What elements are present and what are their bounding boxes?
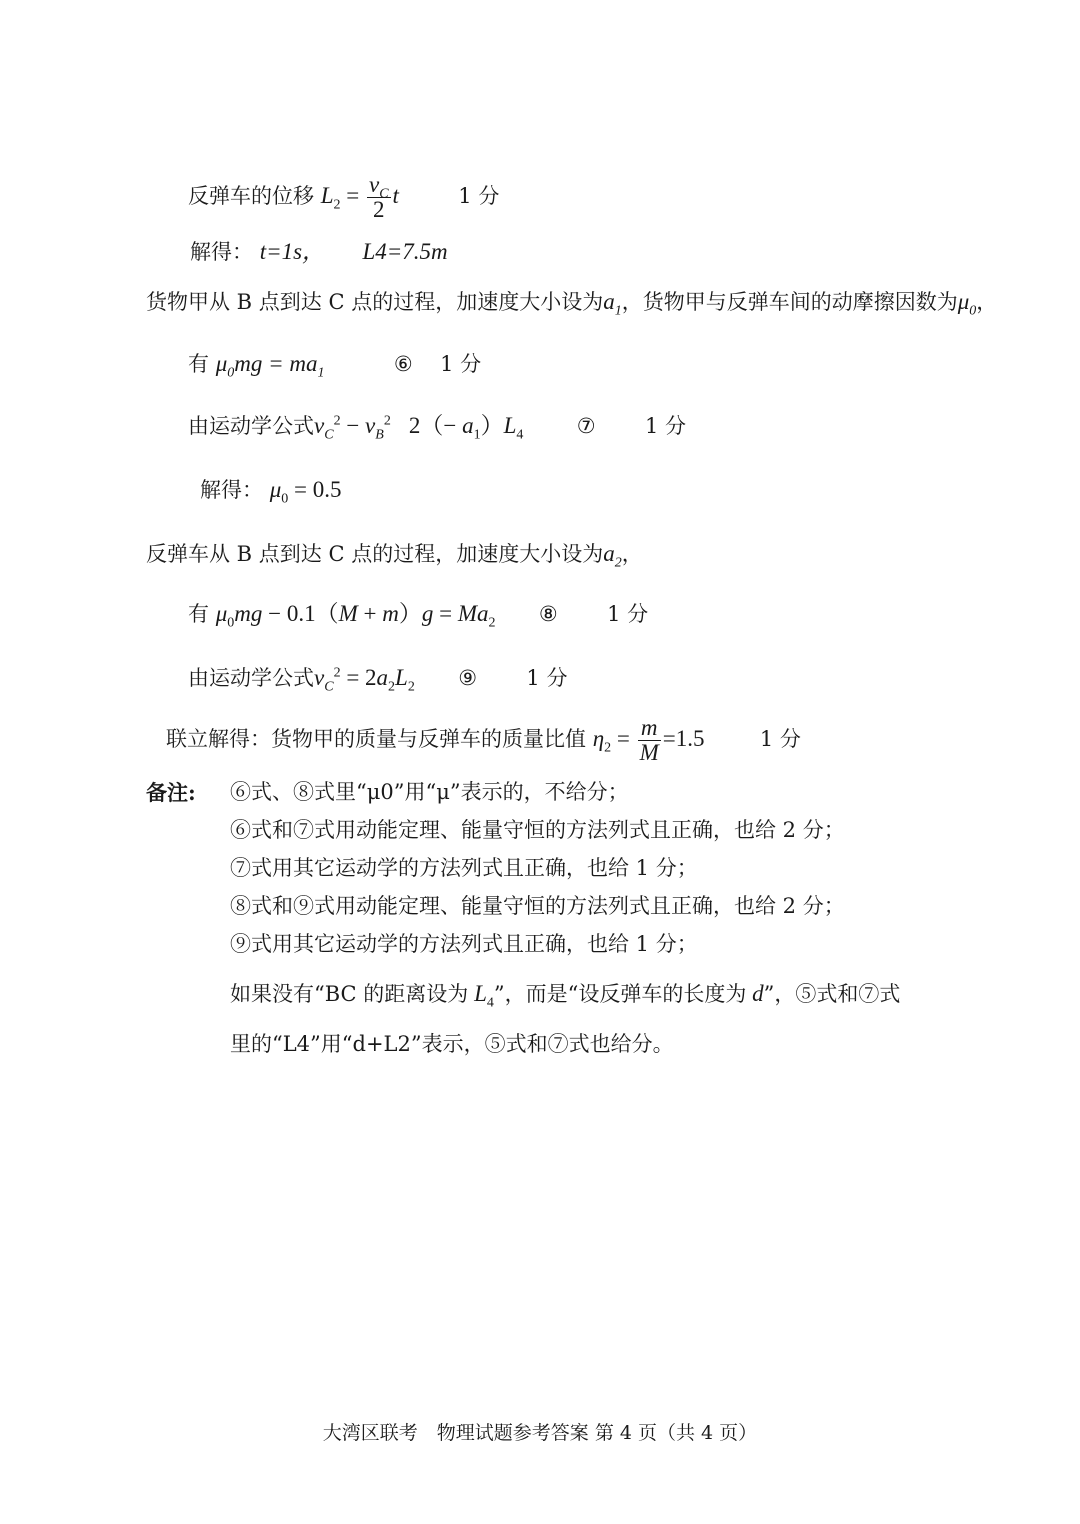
line-solve-mu0: [200, 476, 342, 507]
eq-mark-7: ⑦: [576, 414, 596, 438]
note-3: ⑦式用其它运动学的方法列式且正确，也给 1 分；: [230, 856, 698, 880]
formula-eq8: $\mu_0mg - 0.1(M + m)g = Ma_2$: [215, 601, 496, 631]
line-text: 有: [188, 352, 209, 376]
line-displacement: [188, 173, 499, 222]
line-car-process: [146, 540, 643, 571]
line-text: 货物甲从 B 点到达 C 点的过程，加速度大小设为: [146, 290, 604, 314]
page-footer: 大湾区联考 物理试题参考答案 第 4 页（共 4 页）: [322, 1422, 758, 1444]
formula-eq6: $\mu_0mg = ma_1$: [215, 351, 325, 381]
line-text: 联立解得：货物甲的质量与反弹车的质量比值: [166, 726, 586, 751]
line-text: 反弹车的位移: [188, 183, 314, 208]
result-t: t=1s，: [259, 239, 326, 264]
eq-mark-6: ⑥: [393, 352, 413, 376]
line-mass-ratio: [166, 716, 801, 765]
eq-mark-9: ⑨: [458, 666, 478, 690]
symbol-a2: $a_2$: [603, 541, 622, 571]
note-text: 如果没有“BC 的距离设为: [230, 982, 469, 1006]
line-eq6: [188, 350, 482, 381]
line-eq9: [188, 664, 568, 695]
line-solve-t: [190, 238, 448, 266]
score: 1 分: [458, 183, 500, 208]
symbol-d: d: [746, 981, 764, 1006]
symbol-a1: $a_1$: [603, 289, 622, 319]
note-7: 里的“L4”用“d+L2”表示，⑤式和⑦式也给分。: [230, 1032, 674, 1056]
symbol-mu0: $\mu_0$: [957, 289, 977, 319]
score: 1 分: [526, 666, 568, 690]
score: 1 分: [440, 352, 482, 376]
line-eq8: [188, 600, 649, 631]
note-text: ”，⑤式和⑦式: [763, 982, 901, 1006]
line-text: 有: [188, 602, 209, 626]
note-1: ⑥式、⑧式里“μ0”用“μ”表示的，不给分；: [230, 780, 629, 804]
notes-label: 备注:: [146, 780, 196, 805]
line-text: ，货物甲与反弹车间的动摩擦因数为: [621, 290, 958, 314]
line-text: 由运动学公式: [188, 414, 314, 438]
line-text: 反弹车从 B 点到达 C 点的过程，加速度大小设为: [146, 542, 604, 566]
note-text: ”，而是“设反弹车的长度为: [493, 982, 747, 1006]
note-6: [230, 980, 901, 1011]
formula-eq9: $v_C^2 = 2a_2L_2$: [314, 665, 415, 695]
formula-eq7: $v_C^2 - v_B^2$ $2(- a_1)L_4$: [314, 413, 524, 443]
formula-L2: $L_2$ = $\frac{v_C}{2}$ t: [320, 172, 399, 223]
score: 1 分: [644, 414, 686, 438]
line-text: 解得：: [200, 478, 263, 502]
result-L4: L4=7.5m: [362, 239, 448, 264]
result-mu0: $\mu_0 = 0.5$: [269, 477, 342, 507]
punctuation: ，: [621, 542, 643, 566]
line-eq7: [188, 412, 686, 443]
line-cargo-process: 货物甲从 B 点到达 C 点的过程，加速度大小设为$a_1$，货物甲与反弹车间的动摩擦因数为$\mu_0$，: [146, 289, 998, 319]
symbol-L4: $L_4$: [474, 981, 494, 1011]
line-text: 解得：: [190, 240, 253, 264]
note-5: ⑨式用其它运动学的方法列式且正确，也给 1 分；: [230, 932, 698, 956]
note-2: ⑥式和⑦式用动能定理、能量守恒的方法列式且正确，也给 2 分；: [230, 818, 845, 842]
score: 1 分: [759, 726, 801, 751]
score: 1 分: [607, 602, 649, 626]
note-4: ⑧式和⑨式用动能定理、能量守恒的方法列式且正确，也给 2 分；: [230, 894, 845, 918]
eq-mark-8: ⑧: [538, 602, 558, 626]
line-text: 由运动学公式: [188, 666, 314, 690]
formula-eta2: $\eta_2$ = $\frac{m}{M}$ =1.5: [592, 715, 705, 766]
